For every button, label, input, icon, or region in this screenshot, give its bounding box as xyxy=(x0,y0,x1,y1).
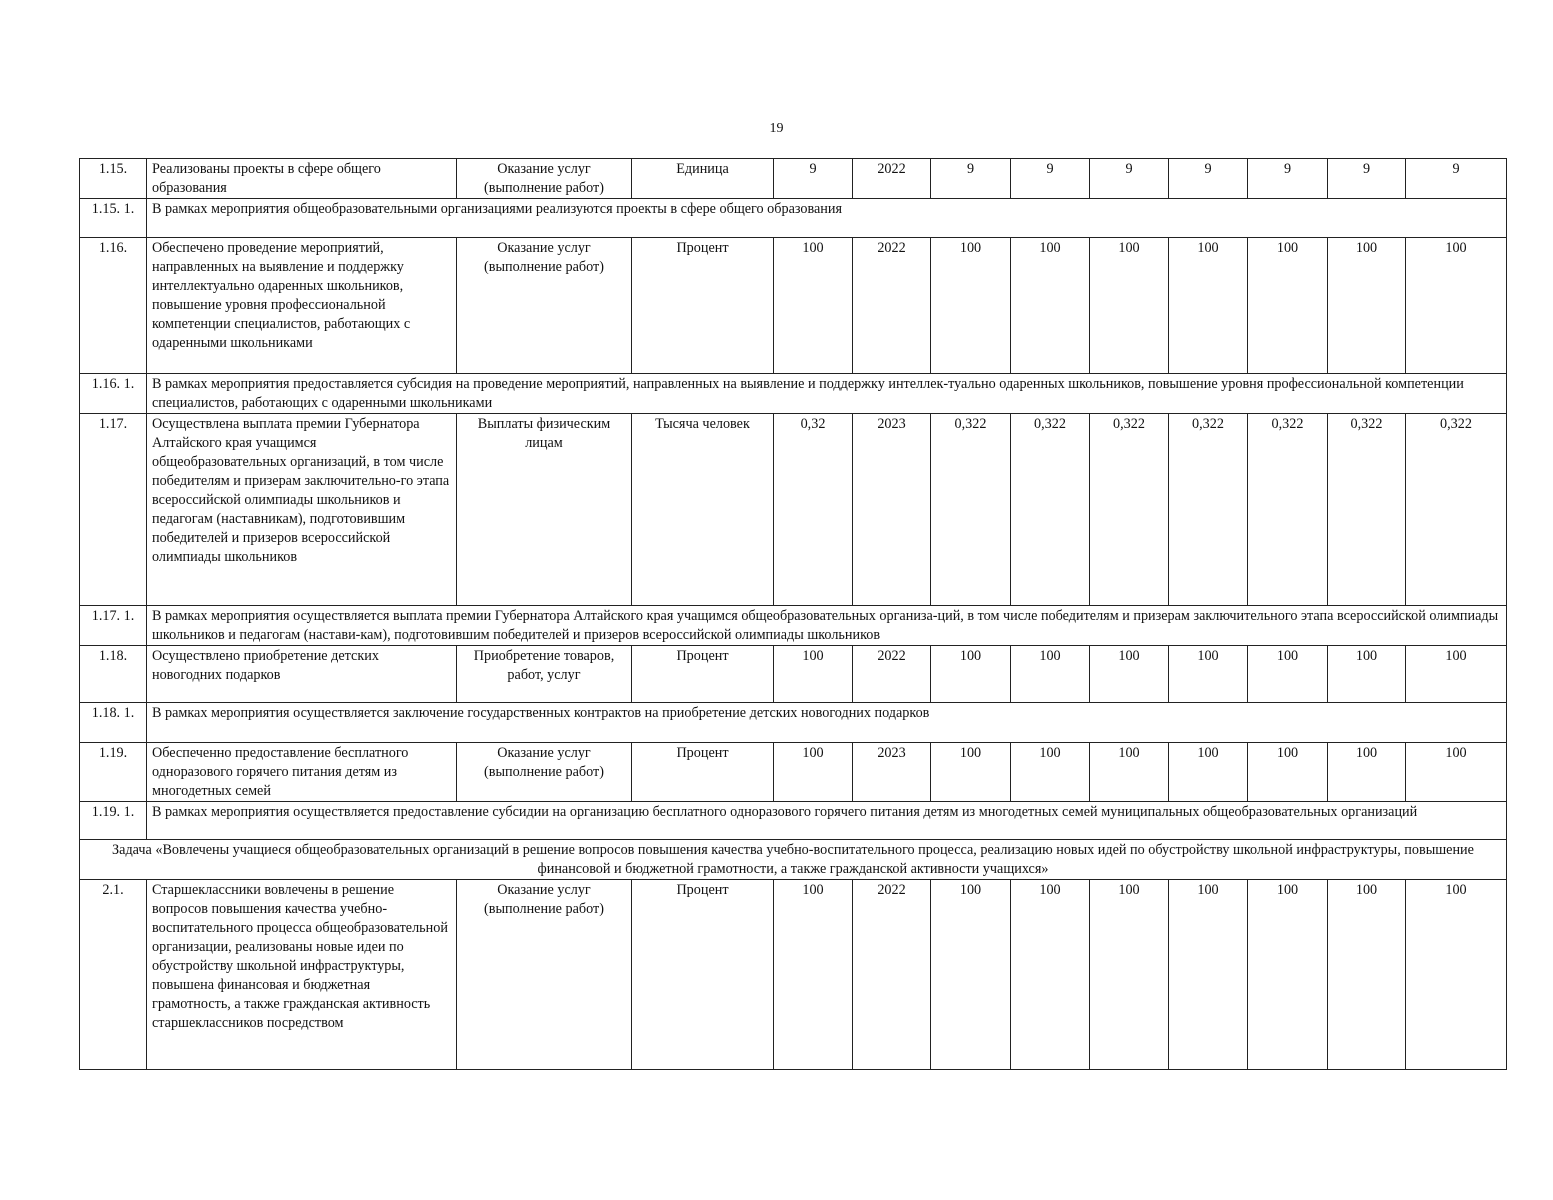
year-value-4: 9 xyxy=(1169,159,1248,199)
year-value-2: 100 xyxy=(1011,743,1090,802)
year-value-7: 100 xyxy=(1406,880,1507,1070)
indicator-row xyxy=(80,743,1507,802)
row-number: 1.17. xyxy=(80,414,147,606)
year-value-5: 9 xyxy=(1248,159,1328,199)
base-value: 100 xyxy=(774,238,853,374)
year-value-2: 9 xyxy=(1011,159,1090,199)
year-value-4: 100 xyxy=(1169,880,1248,1070)
description-row xyxy=(80,606,1507,646)
measure-description: В рамках мероприятия осуществляется предоставление субсидии на организацию бесплатного одноразового горячего питания детям из многодетных семей муниципальных общеобразовательных организаций xyxy=(147,802,1507,840)
result-type: Оказание услуг (выполнение работ) xyxy=(457,238,632,374)
year-value-7: 0,322 xyxy=(1406,414,1507,606)
year-value-1: 0,322 xyxy=(931,414,1011,606)
task-title: Задача «Вовлечены учащиеся общеобразовательных организаций в решение вопросов повышения качества учебно-воспитательного процесса, реализацию новых идей по обустройству школьной инфраструктуры, повышение финансовой и бюджетной грамотности, а также гражданской активности учащихся» xyxy=(80,840,1507,880)
year-value-1: 100 xyxy=(931,880,1011,1070)
row-number: 1.18. xyxy=(80,646,147,703)
year-value-1: 9 xyxy=(931,159,1011,199)
year-value-6: 9 xyxy=(1328,159,1406,199)
base-value: 100 xyxy=(774,743,853,802)
result-type: Оказание услуг (выполнение работ) xyxy=(457,880,632,1070)
indicator-row xyxy=(80,238,1507,374)
row-number: 2.1. xyxy=(80,880,147,1070)
page-number: 19 xyxy=(769,121,784,136)
description-row xyxy=(80,374,1507,414)
year-value-7: 100 xyxy=(1406,743,1507,802)
year-value-7: 100 xyxy=(1406,646,1507,703)
unit-cell: Процент xyxy=(632,743,774,802)
row-number: 1.17. 1. xyxy=(80,606,147,646)
year-value-2: 100 xyxy=(1011,238,1090,374)
unit-cell: Тысяча человек xyxy=(632,414,774,606)
year-value-1: 100 xyxy=(931,743,1011,802)
indicator-name: Обеспеченно предоставление бесплатного одноразового горячего питания детям из многодетных семей xyxy=(147,743,457,802)
year-value-4: 100 xyxy=(1169,238,1248,374)
indicator-name: Осуществлена выплата премии Губернатора Алтайского края учащимся общеобразовательных организаций, в том числе победителям и призерам заключительно-го этапа всероссийской олимпиады школьников и педагогам (наставникам), подготовившим победителей и призеров всероссийской олимпиады школьников xyxy=(147,414,457,606)
year-value-4: 0,322 xyxy=(1169,414,1248,606)
year-value-6: 100 xyxy=(1328,238,1406,374)
measure-description: В рамках мероприятия общеобразовательными организациями реализуются проекты в сфере общего образования xyxy=(147,199,1507,238)
row-number: 1.19. xyxy=(80,743,147,802)
year-value-2: 100 xyxy=(1011,880,1090,1070)
row-number: 1.16. 1. xyxy=(80,374,147,414)
year-value-5: 100 xyxy=(1248,646,1328,703)
year-value-6: 100 xyxy=(1328,880,1406,1070)
row-number: 1.19. 1. xyxy=(80,802,147,840)
row-number: 1.15. 1. xyxy=(80,199,147,238)
year-value-3: 9 xyxy=(1090,159,1169,199)
indicator-name: Обеспечено проведение мероприятий, направленных на выявление и поддержку интеллектуально одаренных школьников, повышение уровня профессиональной компетенции специалистов, работающих с одаренными школьниками xyxy=(147,238,457,374)
unit-cell: Процент xyxy=(632,238,774,374)
indicator-name: Реализованы проекты в сфере общего образования xyxy=(147,159,457,199)
year-value-3: 100 xyxy=(1090,880,1169,1070)
result-type: Приобретение товаров, работ, услуг xyxy=(457,646,632,703)
base-year: 2022 xyxy=(853,880,931,1070)
year-value-6: 100 xyxy=(1328,646,1406,703)
year-value-5: 100 xyxy=(1248,238,1328,374)
measure-description: В рамках мероприятия предоставляется субсидия на проведение мероприятий, направленных на выявление и поддержку интеллек-туально одаренных школьников, повышение уровня профессиональной компетенции специалистов, работающих с одаренными школьниками xyxy=(147,374,1507,414)
base-year: 2023 xyxy=(853,414,931,606)
row-number: 1.18. 1. xyxy=(80,703,147,743)
year-value-3: 100 xyxy=(1090,743,1169,802)
result-type: Оказание услуг (выполнение работ) xyxy=(457,159,632,199)
result-type: Оказание услуг (выполнение работ) xyxy=(457,743,632,802)
year-value-6: 100 xyxy=(1328,743,1406,802)
indicator-row xyxy=(80,414,1507,606)
base-year: 2023 xyxy=(853,743,931,802)
year-value-3: 0,322 xyxy=(1090,414,1169,606)
description-row xyxy=(80,199,1507,238)
year-value-4: 100 xyxy=(1169,743,1248,802)
indicator-name: Осуществлено приобретение детских новогодних подарков xyxy=(147,646,457,703)
year-value-2: 0,322 xyxy=(1011,414,1090,606)
row-number: 1.15. xyxy=(80,159,147,199)
indicator-row xyxy=(80,159,1507,199)
measure-description: В рамках мероприятия осуществляется заключение государственных контрактов на приобретение детских новогодних подарков xyxy=(147,703,1507,743)
row-number: 1.16. xyxy=(80,238,147,374)
year-value-5: 100 xyxy=(1248,743,1328,802)
year-value-7: 100 xyxy=(1406,238,1507,374)
result-type: Выплаты физическим лицам xyxy=(457,414,632,606)
year-value-3: 100 xyxy=(1090,238,1169,374)
indicator-row xyxy=(80,646,1507,703)
task-row xyxy=(80,840,1507,880)
unit-cell: Процент xyxy=(632,646,774,703)
unit-cell: Единица xyxy=(632,159,774,199)
indicator-row xyxy=(80,880,1507,1070)
base-value: 100 xyxy=(774,646,853,703)
description-row xyxy=(80,703,1507,743)
year-value-5: 100 xyxy=(1248,880,1328,1070)
measure-description: В рамках мероприятия осуществляется выплата премии Губернатора Алтайского края учащимся общеобразовательных организа-ций, в том числе победителям и призерам заключительного этапа всероссийской олимпиады школьников и педагогам (настави-кам), подготовившим победителей и призеров всероссийской олимпиады школьников xyxy=(147,606,1507,646)
base-year: 2022 xyxy=(853,159,931,199)
indicators-table xyxy=(79,158,1507,1070)
base-year: 2022 xyxy=(853,238,931,374)
base-value: 0,32 xyxy=(774,414,853,606)
description-row xyxy=(80,802,1507,840)
year-value-2: 100 xyxy=(1011,646,1090,703)
base-value: 100 xyxy=(774,880,853,1070)
indicator-name: Старшеклассники вовлечены в решение вопросов повышения качества учебно-воспитательного процесса общеобразовательной организации, реализованы новые идеи по обустройству школьной инфраструктуры, повышена финансовая и бюджетная грамотность, а также гражданская активность старшеклассников посредством xyxy=(147,880,457,1070)
year-value-4: 100 xyxy=(1169,646,1248,703)
base-year: 2022 xyxy=(853,646,931,703)
base-value: 9 xyxy=(774,159,853,199)
year-value-6: 0,322 xyxy=(1328,414,1406,606)
year-value-7: 9 xyxy=(1406,159,1507,199)
year-value-3: 100 xyxy=(1090,646,1169,703)
year-value-5: 0,322 xyxy=(1248,414,1328,606)
unit-cell: Процент xyxy=(632,880,774,1070)
year-value-1: 100 xyxy=(931,238,1011,374)
year-value-1: 100 xyxy=(931,646,1011,703)
